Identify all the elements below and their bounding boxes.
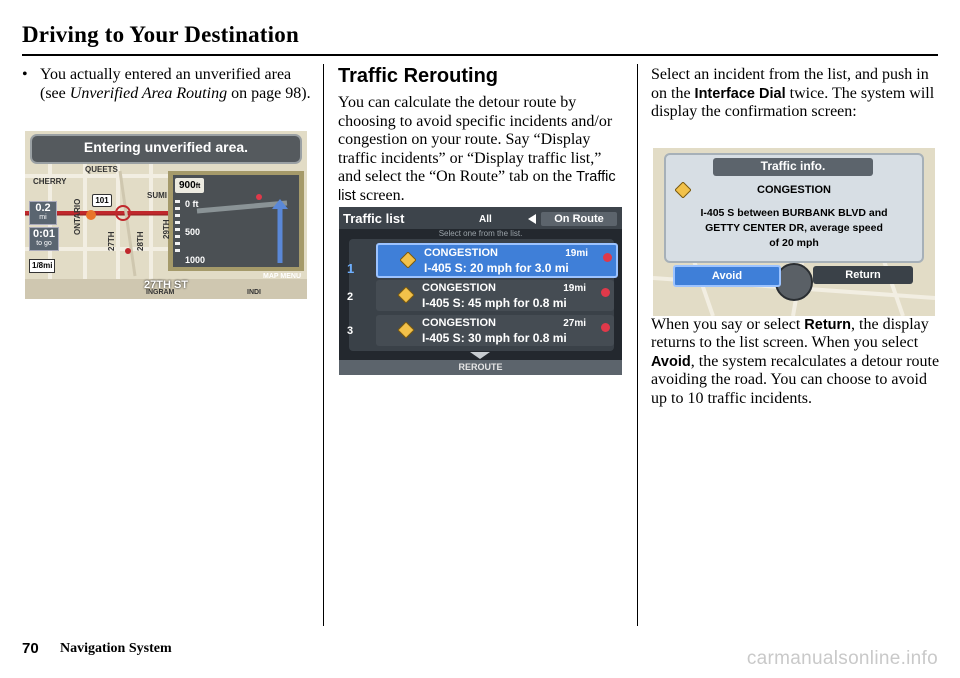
info-detail-line: of 20 mph — [769, 237, 819, 249]
tab-on-route: On Route — [541, 212, 617, 226]
avoid-label: Avoid — [651, 353, 691, 370]
reroute-bar: REROUTE — [339, 360, 622, 375]
column-divider-1 — [323, 64, 324, 626]
pin-icon — [601, 323, 610, 332]
bullet-text-b: on page 98). — [227, 84, 311, 102]
distance-value: 0.2 — [35, 202, 51, 214]
section-heading: Traffic Rerouting — [338, 65, 499, 87]
watermark: carmanualsonline.info — [746, 648, 938, 669]
paragraph-return-avoid — [651, 316, 941, 409]
unverified-banner: Entering unverified area. — [83, 139, 249, 155]
column-divider-2 — [637, 64, 638, 626]
page-number: 70 — [22, 640, 39, 657]
panel-header-unit: ft — [195, 183, 201, 190]
current-street: 27TH ST — [143, 279, 188, 291]
tab-all: All — [479, 214, 492, 225]
paragraph-text-b: twice. The system will display the confirmation screen: — [651, 84, 935, 120]
pin-icon — [601, 288, 610, 297]
time-unit: to go — [36, 240, 52, 247]
list-item — [376, 243, 618, 278]
congestion-icon — [398, 322, 414, 338]
street-label: CHERRY — [33, 177, 67, 186]
return-label: Return — [804, 316, 852, 333]
info-type: CONGESTION — [757, 184, 831, 196]
incident-distance: 19mi — [563, 283, 586, 294]
street-label: 27TH — [107, 231, 116, 251]
info-title: Traffic info. — [760, 159, 826, 173]
panel-header — [175, 178, 204, 193]
paragraph-select — [651, 66, 941, 122]
screenshot-unverified-area — [25, 131, 307, 299]
map-menu-label: MAP MENU — [263, 273, 301, 280]
distance-unit: mi — [39, 214, 47, 221]
distance-box — [29, 201, 57, 225]
map-scale: 1/8mi — [29, 259, 55, 273]
incident-desc: I-405 S: 45 mph for 0.8 mi — [422, 296, 567, 310]
chevron-down-icon — [470, 352, 490, 359]
paragraph — [338, 94, 626, 205]
paragraph-text-a: You can calculate the detour route by choosing to avoid specific incidents and/or congestion on your route. Say “Display traffic incidents” or “Display traffic list,” and select the “On Route” tab on the — [338, 94, 613, 185]
bullet: • — [22, 66, 28, 83]
paragraph-text-b: , the display returns to the list screen. When you select — [651, 315, 929, 351]
screen-name: Traffic list — [338, 169, 616, 204]
time-box — [29, 227, 59, 251]
congestion-icon — [400, 252, 416, 268]
instruction-text: Select one from the list. — [438, 229, 523, 238]
incident-type: CONGESTION — [424, 247, 498, 259]
cross-reference: Unverified Area Routing — [69, 84, 228, 102]
paragraph-text-a: Select an incident from the list, and push in on the — [651, 66, 929, 102]
arrow-left-icon — [528, 214, 536, 224]
bullet-text — [40, 66, 312, 103]
street-label: INDI — [247, 289, 261, 296]
item-number: 1 — [347, 261, 355, 276]
congestion-icon — [398, 287, 414, 303]
screenshot-traffic-list — [339, 207, 622, 375]
footer-label: Navigation System — [60, 641, 172, 656]
info-detail — [665, 206, 923, 251]
panel-tick: 500 — [185, 227, 201, 237]
street-label: SUMI — [147, 191, 167, 200]
paragraph-text-c: , the system recalculates a detour route avoiding the road. You can choose to avoid up to 10 traffic incidents. — [651, 352, 940, 407]
street-label: 28TH — [136, 231, 145, 251]
panel-header-value: 900 — [179, 180, 196, 191]
freeway-shield-icon: 101 — [92, 194, 112, 207]
street-label: 29TH — [162, 219, 171, 239]
screen-title: Traffic list — [343, 211, 405, 226]
bullet-text-a: You actually entered an unverified area (see — [40, 66, 292, 102]
street-label: ONTARIO — [73, 198, 82, 235]
list-item — [376, 280, 614, 311]
column-left — [22, 66, 312, 103]
page-title: Driving to Your Destination — [22, 22, 299, 47]
incident-type: CONGESTION — [422, 282, 496, 294]
title-rule — [22, 54, 938, 56]
avoid-button[interactable]: Avoid — [673, 265, 781, 287]
paragraph-text-a: When you say or select — [651, 315, 805, 333]
incident-distance: 27mi — [563, 318, 586, 329]
time-value: 0:01 — [32, 228, 56, 240]
info-detail-line: GETTY CENTER DR, average speed — [705, 222, 883, 234]
return-button[interactable]: Return — [813, 266, 913, 284]
paragraph-text-b: screen. — [355, 186, 405, 204]
panel-tick: 0 ft — [185, 199, 199, 209]
item-number: 3 — [347, 325, 354, 337]
incident-desc: I-405 S: 30 mph for 0.8 mi — [422, 331, 567, 345]
screenshot-traffic-info — [653, 148, 935, 316]
control-name: Interface Dial — [694, 85, 786, 102]
incident-distance: 19mi — [565, 248, 588, 259]
incident-desc: I-405 S: 20 mph for 3.0 mi — [424, 261, 569, 275]
panel-tick: 1000 — [185, 255, 206, 265]
list-item — [376, 315, 614, 346]
street-label: INGRAM — [146, 289, 175, 296]
item-number: 2 — [347, 291, 354, 303]
bullet-item — [22, 66, 312, 103]
incident-type: CONGESTION — [422, 317, 496, 329]
column-middle — [338, 64, 626, 205]
pin-icon — [603, 253, 612, 262]
street-label: QUEETS — [85, 165, 118, 174]
info-detail-line: I-405 S between BURBANK BLVD and — [700, 207, 888, 219]
